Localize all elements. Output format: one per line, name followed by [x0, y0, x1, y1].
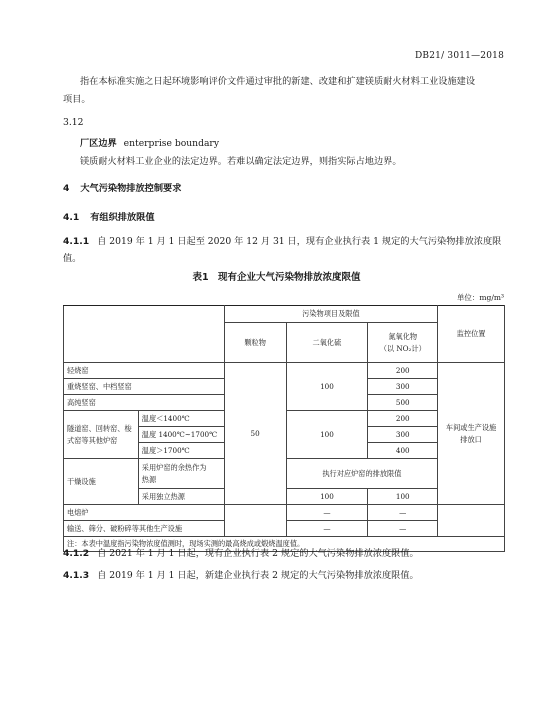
header-so2: 二氧化硫	[286, 323, 368, 363]
clause-4-1-3-number: 4.1.3	[63, 570, 90, 581]
drying-waste-heat-value: 执行对应炉窑的排放限值	[286, 459, 438, 489]
monitor-location	[438, 363, 505, 505]
row-transport: 输送、筛分、破粉碎等其他生产设施	[64, 521, 225, 537]
so2-drying: 100	[286, 489, 368, 505]
so2-transport: —	[286, 521, 368, 537]
monitor-line1: 车间或生产设施	[445, 422, 497, 432]
section-4-1-title: 有组织排放限值	[90, 212, 155, 223]
particulate-blank	[224, 505, 286, 537]
temp-row-1: 温度＜1400℃	[138, 411, 224, 427]
nox-drying: 100	[368, 489, 438, 505]
intro-line-2: 项目。	[63, 94, 91, 105]
particulate-value: 50	[224, 363, 286, 505]
header-nox	[368, 323, 438, 363]
header-group: 污染物项目及限值	[224, 306, 437, 323]
nox-light: 200	[368, 363, 438, 379]
clause-4-1-3	[63, 567, 419, 581]
so2-electric: —	[286, 505, 368, 521]
clause-4-1-2-text: 自 2021 年 1 月 1 日起，现有企业执行表 2 规定的大气污染物排放浓度限值。	[97, 548, 419, 559]
section-4-heading	[63, 180, 181, 194]
header-monitor: 监控位置	[438, 306, 505, 363]
section-4-number: 4	[63, 183, 70, 194]
clause-4-1-1-line1: 自 2019 年 1 月 1 日起至 2020 年 12 月 31 日，现有企业执行表 1 规定的大气污染物排放浓度限	[97, 236, 502, 247]
temp-row-2: 温度 1400℃~1700℃	[138, 427, 224, 443]
drying-independent: 采用独立热源	[138, 489, 224, 505]
term-cn: 厂区边界	[80, 138, 117, 149]
section-4-title: 大气污染物排放控制要求	[80, 183, 182, 194]
nox-electric: —	[368, 505, 438, 521]
nox-t2: 300	[368, 427, 438, 443]
section-3-12-term	[80, 135, 219, 149]
row-high-purity-kiln: 高纯竖窑	[64, 395, 225, 411]
clause-4-1-1-line2: 值。	[63, 253, 82, 264]
drying-waste-heat-line2: 热源	[141, 474, 157, 484]
clause-4-1-1-number: 4.1.1	[63, 236, 90, 247]
row-electric-furnace: 电熔炉	[64, 505, 225, 521]
section-3-12-number: 3.12	[63, 117, 84, 128]
table-note: 注：本表中温度指污染物浓度值测时，现场实测的最高烧成或煅烧温度值。	[64, 537, 505, 552]
group-drying: 干燥设施	[64, 459, 139, 505]
nox-transport: —	[368, 521, 438, 537]
emission-limits-table	[63, 305, 505, 552]
temp-row-3: 温度＞1700℃	[138, 443, 224, 459]
section-3-12-definition: 镁质耐火材料工业企业的法定边界。若难以确定法定边界，则指实际占地边界。	[80, 156, 402, 167]
nox-t3: 400	[368, 443, 438, 459]
table-unit: 单位：mg/m³	[456, 293, 504, 302]
nox-high: 500	[368, 395, 438, 411]
header-blank	[64, 306, 225, 363]
clause-4-1-2	[63, 545, 419, 559]
document-code: DB21/ 3011—2018	[415, 51, 504, 61]
clause-4-1-3-text: 自 2019 年 1 月 1 日起，新建企业执行表 2 规定的大气污染物排放浓度限值。	[97, 570, 419, 581]
group-tunnel-kiln: 隧道窑、回转窑、梭式窑等其他炉窑	[64, 411, 139, 459]
clause-4-1-2-number: 4.1.2	[63, 548, 90, 559]
section-4-1-number: 4.1	[63, 212, 80, 223]
intro-line-1: 指在本标准实施之日起环境影响评价文件通过审批的新建、改建和扩建镁质耐火材料工业设施建设	[80, 76, 476, 87]
term-en: enterprise boundary	[123, 138, 220, 149]
monitor-blank	[438, 505, 505, 537]
table-caption: 表1 现有企业大气污染物排放浓度限值	[192, 272, 361, 283]
row-light-kiln: 轻烧窑	[64, 363, 225, 379]
section-4-1-heading	[63, 209, 155, 223]
monitor-line2: 排放口	[460, 434, 482, 444]
nox-heavy: 300	[368, 379, 438, 395]
nox-t1: 200	[368, 411, 438, 427]
header-nox-line2: （以 NO₂计）	[379, 343, 426, 353]
so2-group1: 100	[286, 363, 368, 411]
header-nox-line1: 氮氧化物	[388, 331, 418, 341]
drying-waste-heat-line1: 采用炉窑的余热作为	[141, 462, 207, 472]
so2-group2: 100	[286, 411, 368, 459]
header-particulate: 颗粒物	[224, 323, 286, 363]
drying-waste-heat	[138, 459, 224, 489]
clause-4-1-1	[63, 233, 501, 247]
row-heavy-kiln: 重烧竖窑、中档竖窑	[64, 379, 225, 395]
